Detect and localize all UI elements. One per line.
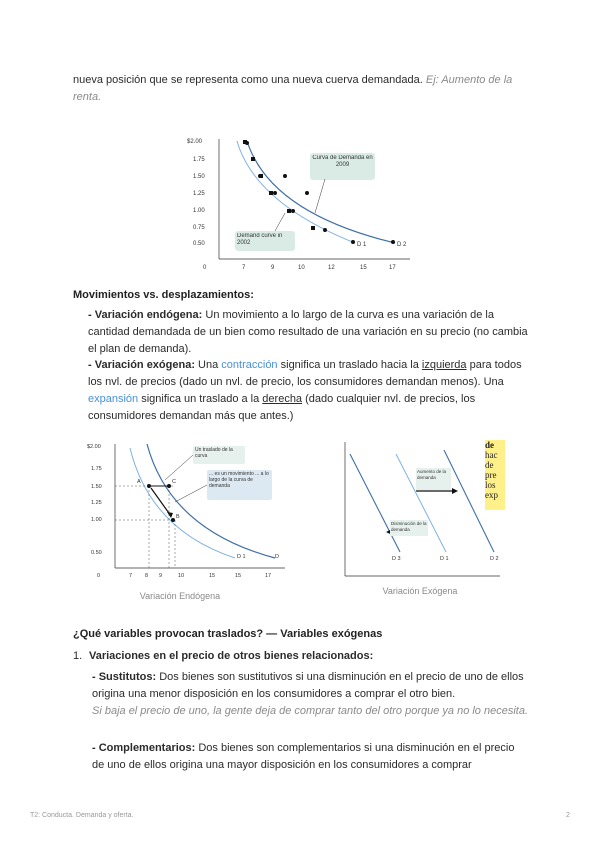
intro-text: nueva posición que se representa como una nueva cuerva demandada. xyxy=(73,74,423,86)
fig2-xtick: 7 xyxy=(129,573,133,579)
fig2-ytick: 0.50 xyxy=(91,550,102,556)
complementarios-paragraph xyxy=(92,740,528,774)
fig1-ytick: 0.50 xyxy=(193,241,205,247)
fig1-xtick: 7 xyxy=(242,265,246,271)
fig2-note-mid: ... es un movimiento ... a lo largo de la curva de demanda xyxy=(209,471,269,489)
fig1-d2: D 2 xyxy=(397,242,407,248)
endogenous-paragraph xyxy=(88,307,528,358)
endogenous-figure xyxy=(85,440,295,585)
exogenous-figure xyxy=(340,440,505,580)
fig1-xtick: 17 xyxy=(389,265,396,271)
fig1-origin: 0 xyxy=(203,265,207,271)
fig2-ytick: 1.00 xyxy=(91,517,102,523)
fig2-xtick: 15 xyxy=(235,573,242,579)
fig1-ytick: 1.00 xyxy=(193,208,205,214)
fig2-ytick: 1.75 xyxy=(91,466,102,472)
sust-note: Si baja el precio de uno, la gente deja de comprar tanto del otro porque ya no lo necesita. xyxy=(92,705,529,717)
label-aumento: Aumento de la demanda xyxy=(417,469,447,480)
point-b: B xyxy=(176,514,180,520)
sustitutos-paragraph xyxy=(92,669,528,720)
label-disminucion: Disminución de la demanda xyxy=(391,521,427,532)
heading-variables: ¿Qué variables provocan traslados? — Variables exógenas xyxy=(73,628,383,640)
point-a: A xyxy=(137,479,141,485)
contraccion-link[interactable]: contracción xyxy=(221,359,278,371)
sust-label: - Sustitutos: xyxy=(92,671,157,683)
exo-label: - Variación exógena: xyxy=(88,359,195,371)
endo-label: - Variación endógena: xyxy=(88,309,203,321)
fig2-xtick: 8 xyxy=(145,573,149,579)
intro-paragraph xyxy=(73,72,528,106)
fig1-xtick: 9 xyxy=(271,265,275,271)
point-c: C xyxy=(172,479,176,485)
fig1-ytick: 1.50 xyxy=(193,174,205,180)
list-item-1 xyxy=(73,648,528,665)
fig2-xtick: 17 xyxy=(265,573,272,579)
fig2-note-top: Un traslado de la curva xyxy=(195,447,233,459)
fig1-ytick: $2.00 xyxy=(187,139,203,145)
fig2-ytick: 1.50 xyxy=(91,484,102,490)
comp-text: Dos bienes son complementarios si una disminución en el precio de uno de ellos origina una mayor disposición en los consumidores a comprar xyxy=(92,742,515,771)
fig1-ytick: 0.75 xyxy=(193,225,205,231)
endo-text: Un movimiento a lo largo de la curva es una variación de la cantidad demandada de un bien como resultado de una variación en su precio (no cambia el plan de demanda). xyxy=(88,309,528,355)
expansion-link[interactable]: expansión xyxy=(88,393,139,405)
footer-title: T2: Conducta. Demanda y oferta. xyxy=(30,812,134,819)
fig2-d1: D 1 xyxy=(237,554,246,560)
fig2-ytick: 1.25 xyxy=(91,500,102,506)
comp-label: - Complementarios: xyxy=(92,742,196,754)
fig2-d: D xyxy=(275,554,279,560)
fig2-origin: 0 xyxy=(97,573,101,579)
fig3-d3: D 3 xyxy=(392,556,401,562)
fig2-xtick: 15 xyxy=(209,573,216,579)
derecha-underlined: derecha xyxy=(262,393,303,405)
page-number: 2 xyxy=(566,812,570,819)
sust-text: Dos bienes son sustitutivos si una disminución en el precio de uno de ellos origina una menor disposición en los consumidores a comprar el otro bien. xyxy=(92,671,524,700)
label-2009: Curva de Demanda en 2009 xyxy=(312,155,373,168)
fig2-ytick: $2.00 xyxy=(87,444,101,450)
fig1-xtick: 10 xyxy=(298,265,305,271)
fig1-ytick: 1.75 xyxy=(193,157,205,163)
fig3-d1: D 1 xyxy=(440,556,449,562)
demand-shift-figure xyxy=(185,133,420,273)
fig3-d2: D 2 xyxy=(490,556,499,562)
fig1-xtick: 15 xyxy=(360,265,367,271)
intro-example: Ej: Aumento de la renta. xyxy=(73,74,513,103)
exogenous-paragraph: - Variación exógena: Una contracción significa un traslado hacia la izquierda para todos los nvl. de precios (dado un nvl. de precio, los consumidores demandan menos). Una expansión significa un traslado a la derecha (dado cualquier nvl. de precios, los consumidores demandan más que antes.) xyxy=(88,359,522,422)
fig2-xtick: 10 xyxy=(178,573,185,579)
fig1-d1: D 1 xyxy=(357,242,367,248)
caption-exogena: Variación Exógena xyxy=(382,586,458,596)
fig1-xtick: 12 xyxy=(328,265,335,271)
fig2-xtick: 9 xyxy=(159,573,163,579)
highlighted-text-fragment: de hac de pre los exp xyxy=(485,440,505,510)
label-2002: Demand curve in 2002 xyxy=(237,233,283,246)
izquierda-underlined: izquierda xyxy=(421,359,467,371)
fig1-ytick: 1.25 xyxy=(193,191,205,197)
caption-endogena: Variación Endógena xyxy=(139,591,221,601)
list-number: 1. xyxy=(73,650,83,662)
heading-movimientos: Movimientos vs. desplazamientos: xyxy=(73,289,254,301)
curve-d3 xyxy=(350,454,400,552)
list-item-text: Variaciones en el precio de otros bienes relacionados: xyxy=(89,650,374,662)
